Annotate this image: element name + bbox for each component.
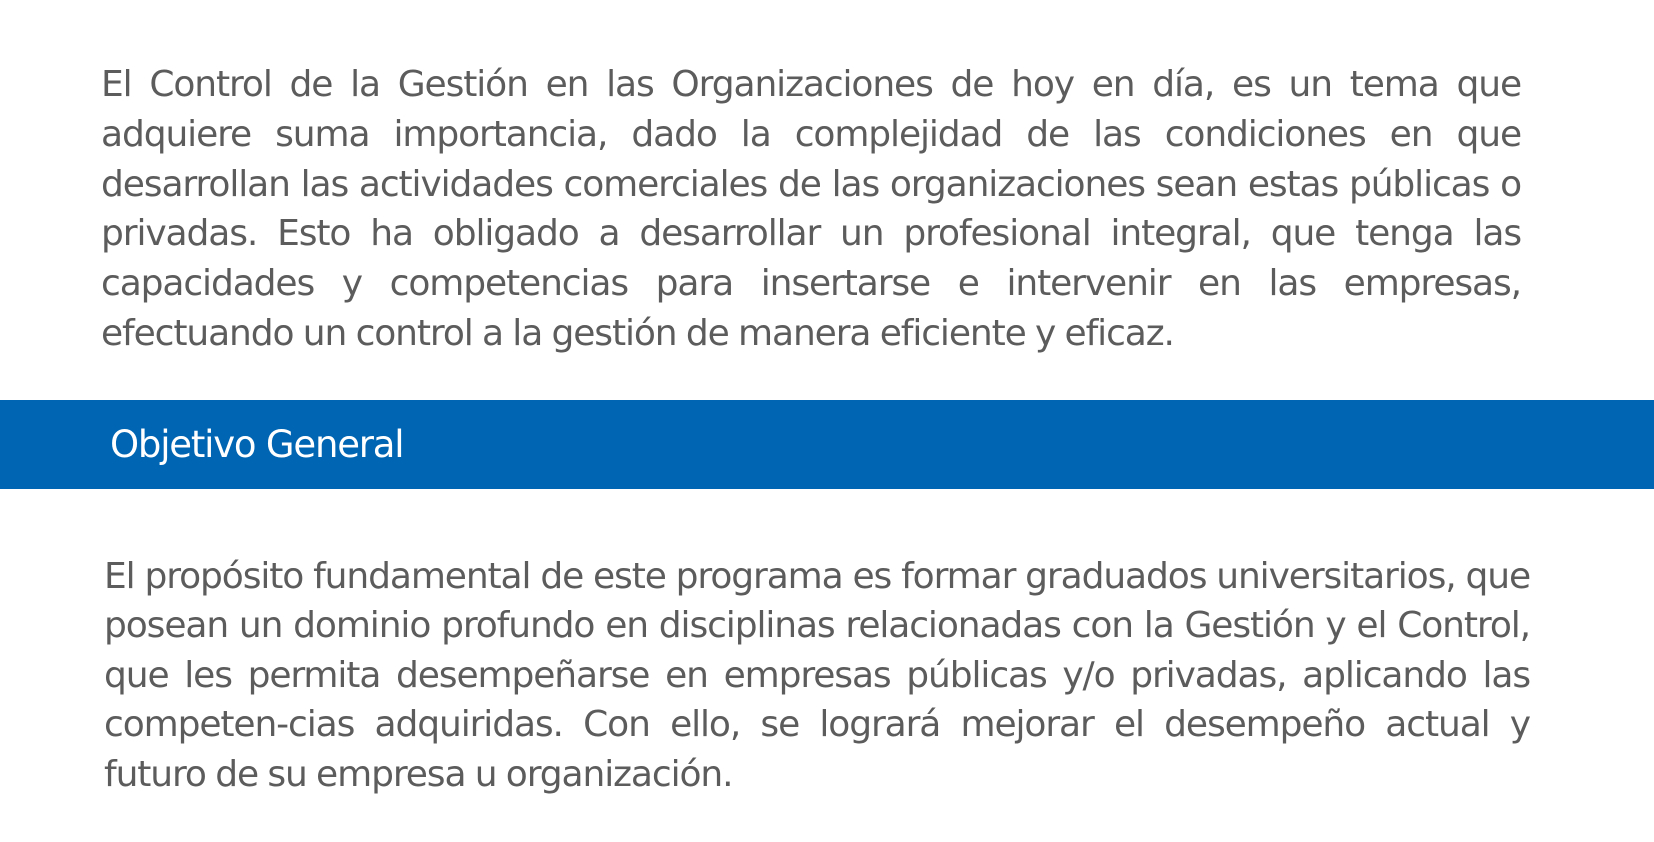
intro-paragraph: El Control de la Gestión en las Organizaciones de hoy en día, es un tema que adquiere suma importancia, dado la complejidad de las condiciones en que desarrollan las actividades comerciales de las organizaciones sean estas públicas o privadas. Esto ha obligado a desarrollar un profesional integral, que tenga las capacidades y competencias para insertarse e intervenir en las empresas, efectuando un control a la gestión de manera eficiente y eficaz. <box>101 64 1521 354</box>
section-header-bar <box>0 400 1654 489</box>
objective-paragraph: El propósito fundamental de este programa es formar graduados universitarios, que posean un dominio profundo en disciplinas relacionadas con la Gestión y el Control, que les permita desempeñarse en empresas públicas y/o privadas, aplicando las competen-cias adquiridas. Con ello, se logrará mejorar el desempeño actual y futuro de su empresa u organización. <box>104 556 1530 795</box>
section-title: Objetivo General <box>110 423 404 466</box>
